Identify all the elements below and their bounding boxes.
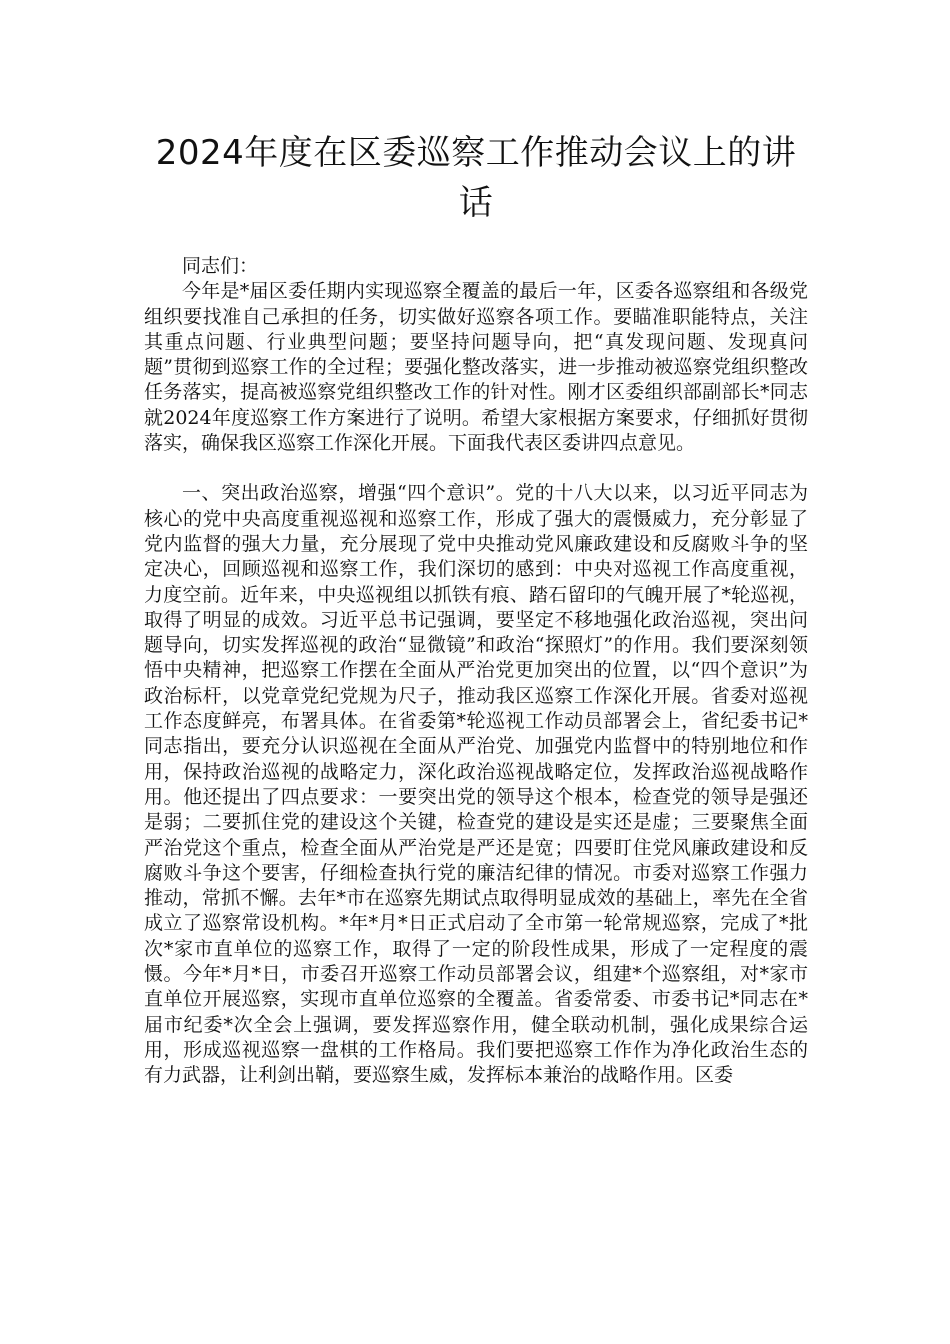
document-title: 2024年度在区委巡察工作推动会议上的讲话 bbox=[155, 133, 797, 223]
paragraph-intro: 今年是*届区委任期内实现巡察全覆盖的最后一年，区委各巡察组和各级党组织要找准自己承担的任务，切实做好巡察各项工作。要瞄准职能特点，关注其重点问题、行业典型问题；要坚持问题导向，把“真发现问题、发现真问题”贯彻到巡察工作的全过程；要强化整改落实，进一步推动被巡察党组织整改任务落实，提高被巡察党组织整改工作的针对性。刚才区委组织部副部长*同志就2024年度巡察工作方案进行了说明。希望大家根据方案要求，仔细抓好贯彻落实，确保我区巡察工作深化开展。下面我代表区委讲四点意见。 bbox=[144, 280, 808, 455]
paragraph-gap bbox=[144, 456, 808, 481]
document-body bbox=[144, 254, 808, 1089]
salutation: 同志们： bbox=[182, 255, 259, 277]
paragraph-section-one: 一、突出政治巡察，增强“四个意识”。党的十八大以来，以习近平同志为核心的党中央高度重视巡视和巡察工作，形成了强大的震慑威力，充分彰显了党内监督的强大力量，充分展现了党中央推动党风廉政建设和反腐败斗争的坚定决心，回顾巡视和巡察工作，我们深切的感到：中央对巡视工作高度重视，力度空前。近年来，中央巡视组以抓铁有痕、踏石留印的气魄开展了*轮巡视，取得了明显的成效。习近平总书记强调，要坚定不移地强化政治巡视，突出问题导向，切实发挥巡视的政治“显微镜”和政治“探照灯”的作用。我们要深刻领悟中央精神，把巡察工作摆在全面从严治党更加突出的位置，以“四个意识”为政治标杆，以党章党纪党规为尺子，推动我区巡察工作深化开展。省委对巡视工作态度鲜亮，布署具体。在省委第*轮巡视工作动员部署会上，省纪委书记*同志指出，要充分认识巡视在全面从严治党、加强党内监督中的特别地位和作用，保持政治巡视的战略定力，深化政治巡视战略定位，发挥政治巡视战略作用。他还提出了四点要求：一要突出党的领导这个根本，检查党的领导是强还是弱；二要抓住党的建设这个关键，检查党的建设是实还是虚；三要聚焦全面严治党这个重点，检查全面从严治党是严还是宽；四要盯住党风廉政建设和反腐败斗争这个要害，仔细检查执行党的廉洁纪律的情况。市委对巡察工作强力推动，常抓不懈。去年*市在巡察先期试点取得明显成效的基础上，率先在全省成立了巡察常设机构。*年*月*日正式启动了全市第一轮常规巡察，完成了*批次*家市直单位的巡察工作，取得了一定的阶段性成果，形成了一定程度的震慑。今年*月*日，市委召开巡察工作动员部署会议，组建*个巡察组，对*家市直单位开展巡察，实现市直单位巡察的全覆盖。省委常委、市委书记*同志在*届市纪委*次全会上强调，要发挥巡察作用，健全联动机制，强化成果综合运用，形成巡视巡察一盘棋的工作格局。我们要把巡察工作作为净化政治生态的有力武器，让利剑出鞘，要巡察生威，发挥标本兼治的战略作用。区委 bbox=[144, 482, 808, 1087]
